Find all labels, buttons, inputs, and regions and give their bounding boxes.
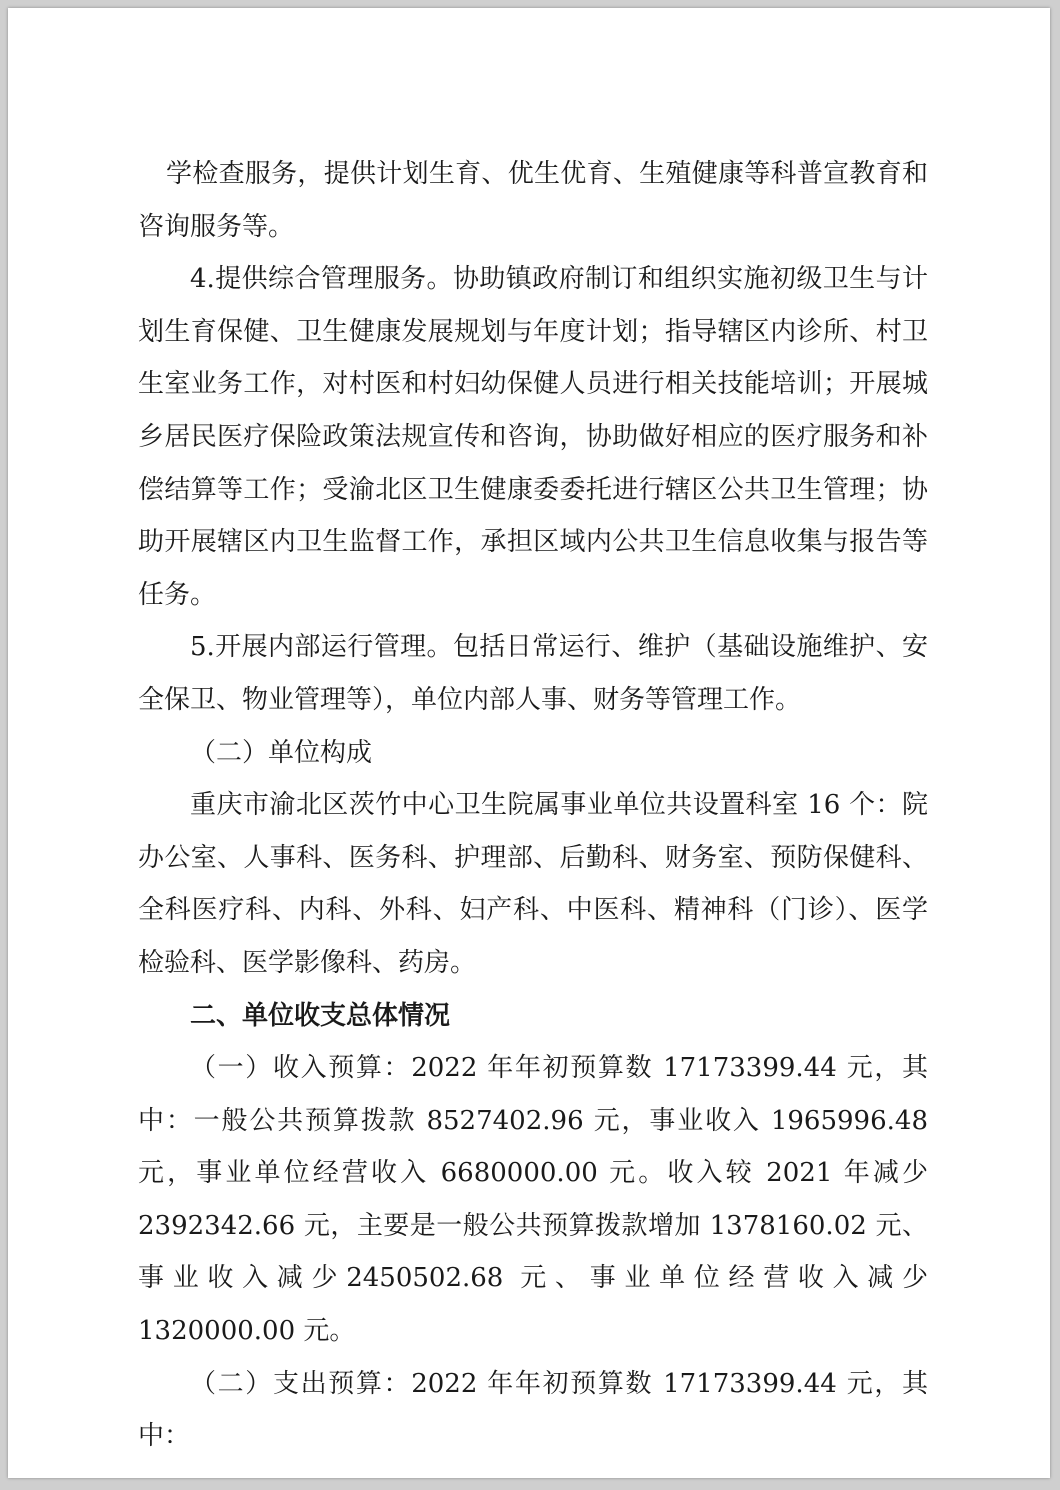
section-heading-income-expenditure: 二、单位收支总体情况 [190, 1000, 451, 1031]
document-body [138, 148, 928, 1463]
paragraph-item-5: 5.开展内部运行管理。包括日常运行、维护（基础设施维护、安全保卫、物业管理等），单位内部人事、财务等管理工作。 [138, 632, 928, 715]
paragraph-continuation: 学检查服务，提供计划生育、优生优育、生殖健康等科普宣教育和咨询服务等。 [138, 159, 928, 242]
paragraph-income-budget: （一）收入预算：2022 年年初预算数 17173399.44 元，其中：一般公共预算拨款 8527402.96 元，事业收入 1965996.48 元，事业单位经营收入 6680000.00 元。收入较 2021 年减少 2392342.66 元，主要是一般公共预算拨款增加 1378160.02 元、事业收入减少2450502.68 元、事业单位经营收入减少 1320000.00 元。 [138, 1053, 928, 1347]
paragraph-item-4: 4.提供综合管理服务。协助镇政府制订和组织实施初级卫生与计划生育保健、卫生健康发展规划与年度计划；指导辖区内诊所、村卫生室业务工作，对村医和村妇幼保健人员进行相关技能培训；开展城乡居民医疗保险政策法规宣传和咨询，协助做好相应的医疗服务和补偿结算等工作；受渝北区卫生健康委委托进行辖区公共卫生管理；协助开展辖区内卫生监督工作，承担区域内公共卫生信息收集与报告等任务。 [138, 264, 928, 610]
paragraph-expenditure-budget: （二）支出预算：2022 年年初预算数 17173399.44 元，其中： [138, 1368, 928, 1452]
document-page [8, 8, 1050, 1478]
subheading-unit-composition: （二）单位构成 [190, 737, 373, 768]
paragraph-unit-composition: 重庆市渝北区茨竹中心卫生院属事业单位共设置科室 16 个：院办公室、人事科、医务科、护理部、后勤科、财务室、预防保健科、全科医疗科、内科、外科、妇产科、中医科、精神科（门诊）、医学检验科、医学影像科、药房。 [138, 790, 928, 978]
